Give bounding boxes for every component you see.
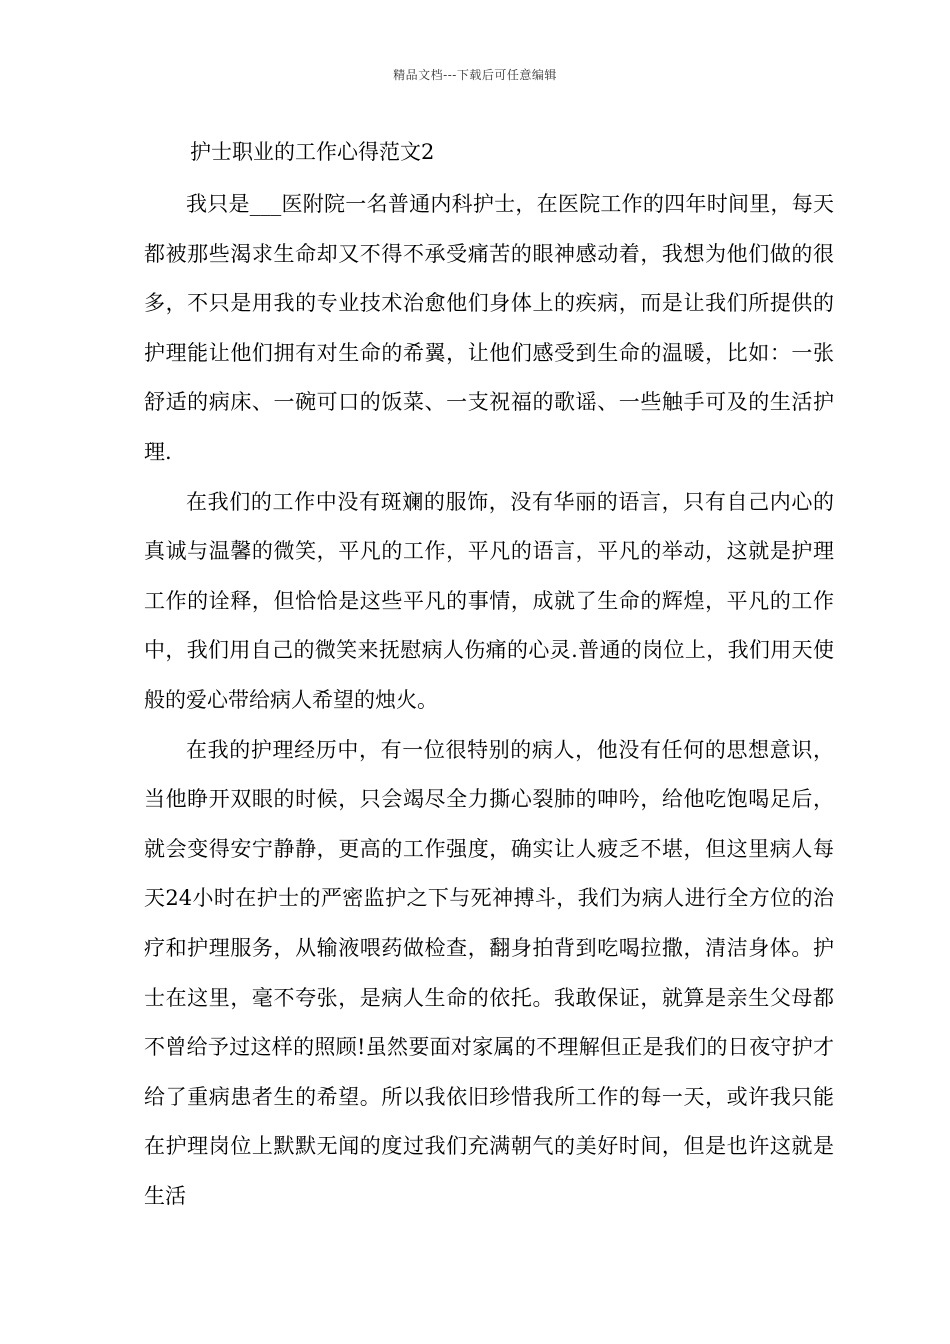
paragraph-3: 在我的护理经历中，有一位很特别的病人，他没有任何的思想意识，当他睁开双眼的时候，只会竭尽全力撕心裂肺的呻吟，给他吃饱喝足后，就会变得安宁静静，更高的工作强度，确实让人疲乏不堪，但这里病人每天24小时在护士的严密监护之下与死神搏斗，我们为病人进行全方位的治疗和护理服务，从输液喂药做检查，翻身拍背到吃喝拉撒，清洁身体。护士在这里，毫不夸张，是病人生命的依托。我敢保证，就算是亲生父母都不曾给予过这样的照顾!虽然要面对家属的不理解但正是我们的日夜守护才给了重病患者生的希望。所以我依旧珍惜我所工作的每一天，或许我只能在护理岗位上默默无闻的度过我们充满朝气的美好时间，但是也许这就是生活: [144, 737, 834, 1208]
paragraph-1: 我只是___医附院一名普通内科护士，在医院工作的四年时间里，每天都被那些渴求生命却又不得不承受痛苦的眼神感动着，我想为他们做的很多，不只是用我的专业技术治愈他们身体上的疾病，而是让我们所提供的护理能让他们拥有对生命的希翼，让他们感受到生命的温暖，比如：一张舒适的病床、一碗可口的饭菜、一支祝福的歌谣、一些触手可及的生活护理.: [144, 192, 834, 464]
paragraph-2: 在我们的工作中没有斑斓的服饰，没有华丽的语言，只有自己内心的真诚与温馨的微笑，平凡的工作，平凡的语言，平凡的举动，这就是护理工作的诠释，但恰恰是这些平凡的事情，成就了生命的辉煌，平凡的工作中，我们用自己的微笑来抚慰病人伤痛的心灵.普通的岗位上，我们用天使般的爱心带给病人希望的烛火。: [144, 489, 834, 712]
page-header: 精品文档---下载后可任意编辑: [393, 68, 557, 82]
document-body: [144, 180, 834, 1221]
document-title: 护士职业的工作心得范文2: [190, 140, 435, 164]
